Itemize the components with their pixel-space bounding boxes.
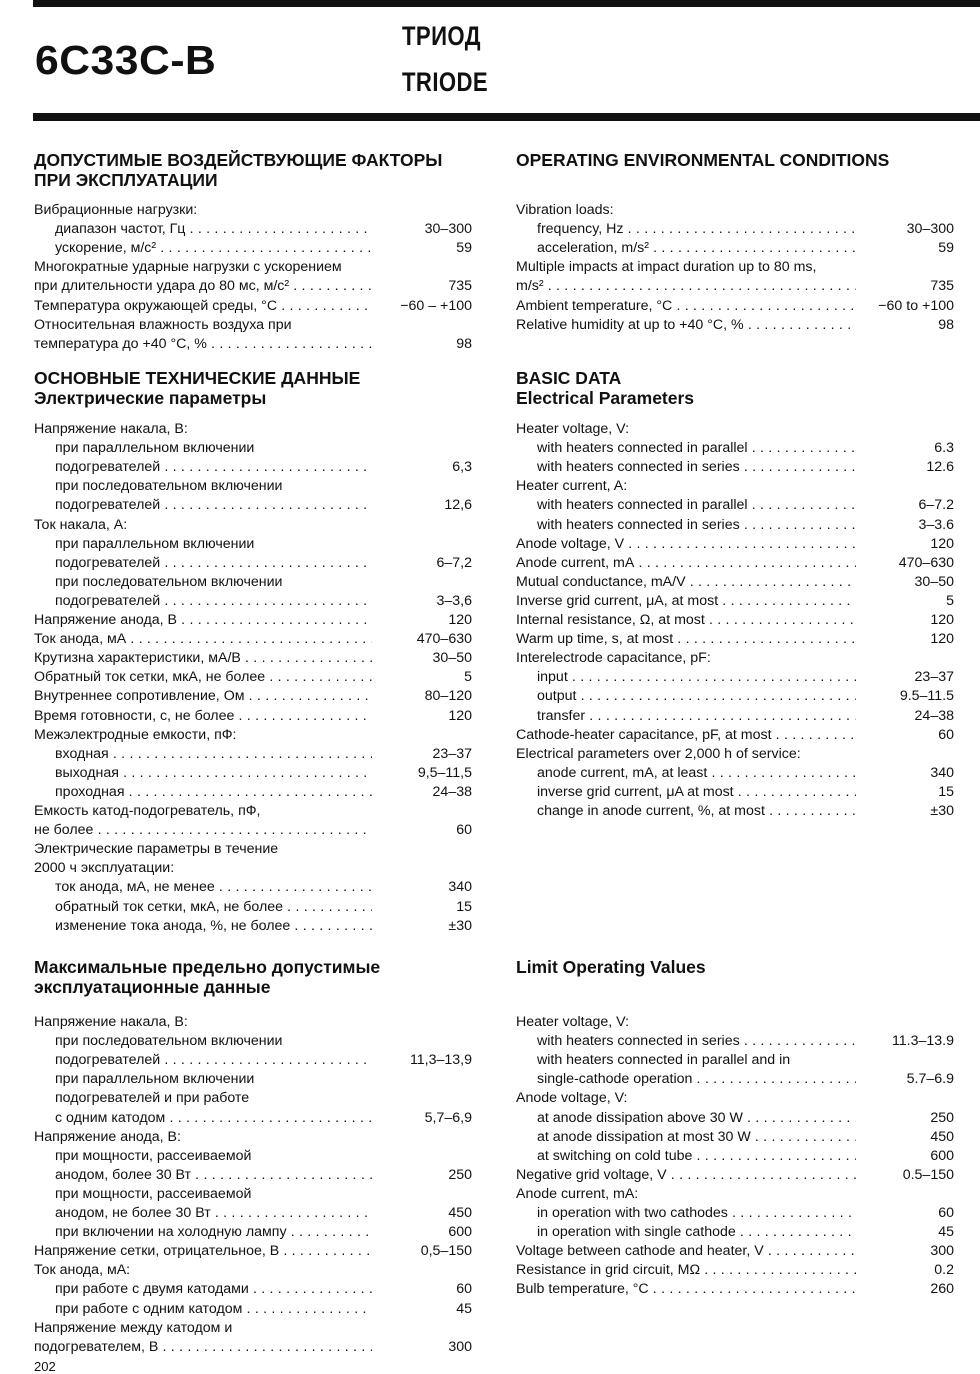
param-label: Межэлектродные емкости, пФ: [34, 726, 237, 743]
param-value: 23–37 [432, 745, 472, 762]
param-label: Крутизна характеристики, мА/В . . . [34, 649, 372, 668]
param-label: anode current, mA, at least . . . [537, 764, 856, 783]
param-row [55, 573, 472, 592]
param-value: 6.3 [934, 440, 954, 457]
param-row [516, 1013, 954, 1032]
param-value: 60 [938, 726, 954, 743]
param-label: with heaters connected in series . . . [537, 516, 856, 535]
param-row [516, 611, 954, 630]
param-label: Multiple impacts at impact duration up to 80 ms, [516, 259, 817, 276]
param-label: inverse grid current, μA at most . . . [537, 783, 856, 802]
param-value: 60 [456, 1281, 472, 1298]
param-value: 5 [946, 592, 954, 609]
param-value: 250 [930, 1109, 954, 1126]
param-row [34, 1242, 472, 1261]
param-row [34, 707, 472, 726]
param-row [34, 258, 472, 277]
param-label: Negative grid voltage, V . . . [516, 1166, 856, 1185]
param-row [516, 1089, 954, 1108]
param-row [55, 554, 472, 573]
param-value: −60 – +100 [400, 297, 472, 314]
param-label: in operation with two cathodes . . . [537, 1204, 856, 1223]
param-value: 59 [938, 240, 954, 257]
param-row [537, 496, 954, 515]
param-row [34, 859, 472, 878]
param-row [55, 1204, 472, 1223]
param-label: Heater current, A: [516, 478, 628, 495]
param-value: 45 [456, 1300, 472, 1317]
param-label: при мощности, рассеиваемой [55, 1185, 252, 1202]
param-row [537, 1109, 954, 1128]
param-value: 11.3–13.9 [891, 1033, 954, 1050]
en-env-heading: OPERATING ENVIRONMENTAL CONDITIONS [516, 150, 890, 170]
param-label: анодом, не более 30 Вт . . . [55, 1204, 372, 1223]
param-label: Напряжение между катодом и [34, 1319, 233, 1336]
param-label: при параллельном включении [55, 1071, 255, 1088]
param-value: 600 [448, 1224, 472, 1241]
param-label: проходная . . . [55, 783, 372, 802]
param-label: ток анода, мА, не менее . . . [55, 878, 372, 897]
param-row [55, 783, 472, 802]
param-row [516, 297, 954, 316]
param-row [537, 458, 954, 477]
param-row [34, 1261, 472, 1280]
param-label: transfer . . . [537, 707, 856, 726]
param-value: 600 [930, 1147, 954, 1164]
param-row [516, 630, 954, 649]
param-label: Vibration loads: [516, 202, 614, 218]
param-label: подогревателей . . . [55, 458, 372, 477]
param-row [516, 726, 954, 745]
param-label: Ambient temperature, °C . . . [516, 297, 856, 316]
param-label: 2000 ч эксплуатации: [34, 860, 175, 877]
param-value: 9.5–11.5 [899, 688, 954, 705]
param-label: output . . . [537, 687, 856, 706]
param-value: 15 [938, 783, 954, 800]
param-label: Inverse grid current, μA, at most . . . [516, 592, 856, 611]
ru-basic-heading: ОСНОВНЫЕ ТЕХНИЧЕСКИЕ ДАННЫЕ Электрические параметры [34, 368, 361, 408]
param-label: подогревателей . . . [55, 496, 372, 515]
param-label: Anode voltage, V . . . [516, 535, 856, 554]
param-row [537, 1147, 954, 1166]
param-row [537, 1032, 954, 1051]
param-row [516, 420, 954, 439]
param-label: Bulb temperature, °C . . . [516, 1280, 856, 1299]
param-row [55, 1109, 472, 1128]
param-value: 470–630 [898, 554, 954, 571]
param-value: 60 [456, 822, 472, 839]
param-row [537, 220, 954, 239]
param-value: 5.7–6.9 [906, 1071, 954, 1088]
param-value: 23–37 [914, 669, 954, 686]
param-row [55, 496, 472, 515]
param-value: 340 [930, 764, 954, 781]
param-label: Напряжение накала, В: [34, 1014, 188, 1030]
param-label: with heaters connected in parallel . . . [537, 496, 856, 515]
param-value: 24–38 [914, 707, 954, 724]
param-value: 300 [448, 1338, 472, 1355]
param-row [516, 554, 954, 573]
param-row [516, 201, 954, 220]
param-row [55, 1280, 472, 1299]
param-row [537, 707, 954, 726]
param-value: 3–3.6 [918, 516, 954, 533]
param-label: диапазон частот, Гц . . . [55, 220, 372, 239]
param-label: with heaters connected in parallel and in [537, 1052, 791, 1069]
param-value: 735 [930, 278, 954, 295]
param-value: ±30 [448, 917, 472, 934]
param-label: выходная . . . [55, 764, 372, 783]
param-row [55, 1089, 472, 1108]
param-label: обратный ток сетки, мкА, не более . . . [55, 898, 372, 917]
param-row [537, 1204, 954, 1223]
param-row [516, 477, 954, 496]
param-value: 300 [930, 1243, 954, 1260]
param-label: Время готовности, с, не более . . . [34, 707, 372, 726]
en-limits-heading: Limit Operating Values [516, 957, 706, 977]
param-row [34, 668, 472, 687]
param-row [55, 764, 472, 783]
param-label: при работе с одним катодом . . . [55, 1300, 372, 1319]
param-label: подогревателей . . . [55, 1051, 372, 1070]
param-row [55, 1051, 472, 1070]
param-label: Обратный ток сетки, мкА, не более . . . [34, 668, 372, 687]
param-label: Mutual conductance, mA/V . . . [516, 573, 856, 592]
param-value: 30–50 [432, 650, 472, 667]
param-label: with heaters connected in parallel . . . [537, 439, 856, 458]
param-row [34, 802, 472, 821]
param-row [516, 745, 954, 764]
param-row [34, 1338, 472, 1357]
param-label: Cathode-heater capacitance, pF, at most . . . [516, 726, 856, 745]
param-row [537, 1128, 954, 1147]
param-value: 735 [448, 278, 472, 295]
title-ru: ТРИОД [402, 21, 481, 51]
param-label: входная . . . [55, 745, 372, 764]
param-label: in operation with single cathode . . . [537, 1223, 856, 1242]
param-row [55, 239, 472, 258]
param-label: Internal resistance, Ω, at most . . . [516, 611, 856, 630]
param-label: Anode current, mA . . . [516, 554, 856, 573]
param-row [516, 1166, 954, 1185]
param-row [537, 802, 954, 821]
param-row [34, 277, 472, 296]
param-row [516, 1280, 954, 1299]
param-row [34, 649, 472, 668]
param-row [516, 1242, 954, 1261]
param-label: Температура окружающей среды, °С . . . [34, 297, 372, 316]
param-label: с одним катодом . . . [55, 1109, 372, 1128]
param-row [55, 1185, 472, 1204]
param-row [34, 335, 472, 354]
param-value: 120 [930, 612, 954, 628]
param-row [34, 1013, 472, 1032]
param-label: при параллельном включении [55, 535, 255, 552]
param-label: подогревателей и при работе [55, 1090, 250, 1107]
param-value: 6,3 [452, 459, 472, 476]
param-value: 260 [930, 1281, 954, 1298]
param-row [34, 420, 472, 439]
param-row [55, 439, 472, 458]
param-row [516, 258, 954, 277]
param-row [55, 220, 472, 239]
param-value: 120 [448, 612, 472, 628]
param-label: Warm up time, s, at most . . . [516, 630, 856, 649]
param-row [537, 687, 954, 706]
param-label: подогревателей . . . [55, 592, 372, 611]
param-value: 6–7,2 [436, 554, 472, 571]
param-row [516, 535, 954, 554]
param-value: 120 [448, 707, 472, 724]
param-label: при параллельном включении [55, 440, 255, 457]
param-value: 470–630 [416, 631, 472, 648]
param-label: acceleration, m/s² . . . [537, 239, 856, 258]
param-row [55, 878, 472, 897]
param-row [516, 649, 954, 668]
param-label: при работе с двумя катодами . . . [55, 1280, 372, 1299]
param-row [55, 1223, 472, 1242]
param-value: 450 [930, 1128, 954, 1145]
param-label: Resistance in grid circuit, MΩ . . . [516, 1261, 856, 1280]
param-label: подогревателем, В . . . [34, 1338, 372, 1357]
param-label: input . . . [537, 668, 856, 687]
param-row [55, 1032, 472, 1051]
param-row [34, 630, 472, 649]
param-label: не более . . . [34, 821, 372, 840]
param-value: 6–7.2 [918, 497, 954, 514]
en-basic-heading: BASIC DATA Electrical Parameters [516, 368, 695, 408]
param-value: −60 to +100 [878, 297, 954, 314]
param-value: 60 [938, 1205, 954, 1221]
param-value: 120 [930, 535, 954, 552]
param-row [55, 898, 472, 917]
ru-env-heading: ДОПУСТИМЫЕ ВОЗДЕЙСТВУЮЩИЕ ФАКТОРЫ ПРИ ЭКСПЛУАТАЦИИ [34, 150, 443, 190]
param-row [34, 297, 472, 316]
param-label: Ток анода, мА . . . [34, 630, 372, 649]
param-label: single-cathode operation . . . [537, 1070, 856, 1089]
param-row [55, 592, 472, 611]
param-value: 5,7–6,9 [424, 1109, 472, 1126]
param-label: Напряжение анода, В . . . [34, 611, 372, 630]
param-row [516, 1185, 954, 1204]
param-label: Ток анода, мА: [34, 1262, 131, 1279]
param-label: температура до +40 °С, % . . . [34, 335, 372, 354]
param-value: 450 [448, 1205, 472, 1221]
param-value: 24–38 [432, 783, 472, 800]
param-label: при длительности удара до 80 мс, м/с² . . . [34, 277, 372, 296]
param-value: 120 [930, 631, 954, 648]
param-row [55, 745, 472, 764]
param-label: Anode current, mA: [516, 1185, 639, 1202]
param-label: ускорение, м/с² . . . [55, 239, 372, 258]
param-row [34, 516, 472, 535]
param-label: with heaters connected in series . . . [537, 458, 856, 477]
param-row [55, 477, 472, 496]
param-label: при последовательном включении [55, 573, 283, 590]
ru-limits-heading: Максимальные предельно допустимые эксплуатационные данные [34, 957, 381, 997]
param-row [34, 316, 472, 335]
param-value: 98 [938, 316, 954, 333]
param-value: 5 [464, 669, 472, 686]
param-value: 80–120 [424, 688, 472, 705]
param-row [537, 1051, 954, 1070]
param-value: 30–300 [424, 221, 472, 238]
param-value: 30–300 [906, 221, 954, 238]
param-row [55, 1070, 472, 1089]
param-row [537, 1070, 954, 1089]
param-row [34, 840, 472, 859]
header-rule [33, 113, 980, 121]
title-en: TRIODE [402, 67, 489, 97]
param-row [34, 726, 472, 745]
param-value: 45 [938, 1224, 954, 1241]
param-row [34, 1128, 472, 1147]
param-label: Heater voltage, V: [516, 1014, 630, 1030]
param-label: анодом, более 30 Вт . . . [55, 1166, 372, 1185]
param-value: 11,3–13,9 [409, 1052, 472, 1069]
param-row [537, 668, 954, 687]
param-label: frequency, Hz . . . [537, 220, 856, 239]
param-row [516, 277, 954, 296]
param-label: Относительная влажность воздуха при [34, 316, 292, 333]
param-row [34, 201, 472, 220]
tube-code: 6С33С-В [35, 37, 217, 83]
param-label: at anode dissipation above 30 W . . . [537, 1109, 856, 1128]
param-label: Напряжение сетки, отрицательное, В . . . [34, 1242, 372, 1261]
param-value: 340 [448, 879, 472, 896]
param-row [55, 1147, 472, 1166]
param-label: Емкость катод-подогреватель, пФ, [34, 803, 261, 819]
param-row [34, 611, 472, 630]
param-value: 0,5–150 [420, 1243, 472, 1260]
param-row [537, 764, 954, 783]
top-rule [33, 0, 980, 7]
param-label: Напряжение накала, В: [34, 421, 188, 437]
param-value: 9,5–11,5 [417, 764, 472, 781]
param-row [516, 592, 954, 611]
param-label: Heater voltage, V: [516, 421, 630, 437]
param-row [55, 458, 472, 477]
param-row [537, 1223, 954, 1242]
param-row [516, 573, 954, 592]
param-row [55, 917, 472, 936]
param-row [55, 535, 472, 554]
param-label: при включении на холодную лампу . . . [55, 1223, 372, 1242]
param-value: 3–3,6 [436, 592, 472, 609]
param-row [537, 783, 954, 802]
param-label: at switching on cold tube . . . [537, 1147, 856, 1166]
param-row [516, 1261, 954, 1280]
param-value: 30–50 [914, 573, 954, 590]
param-row [34, 687, 472, 706]
param-row [34, 821, 472, 840]
param-label: Электрические параметры в течение [34, 841, 279, 858]
param-value: ±30 [930, 803, 954, 819]
param-value: 0.2 [934, 1262, 954, 1279]
param-label: Anode voltage, V: [516, 1090, 628, 1107]
param-row [34, 1319, 472, 1338]
param-value: 12,6 [444, 497, 472, 514]
param-label: Напряжение анода, В: [34, 1128, 181, 1145]
param-row [537, 516, 954, 535]
param-label: Relative humidity at up to +40 °C, % . . . [516, 316, 856, 335]
param-label: при мощности, рассеиваемой [55, 1147, 252, 1164]
param-label: m/s² . . . [516, 277, 856, 296]
param-row [537, 439, 954, 458]
param-label: Ток накала, А: [34, 516, 128, 533]
param-label: при последовательном включении [55, 478, 283, 495]
param-label: with heaters connected in series . . . [537, 1032, 856, 1051]
page-number: 202 [34, 1359, 56, 1374]
param-label: at anode dissipation at most 30 W . . . [537, 1128, 856, 1147]
param-value: 250 [448, 1166, 472, 1183]
param-label: change in anode current, %, at most . . . [537, 802, 856, 821]
param-value: 59 [456, 240, 472, 257]
param-row [55, 1166, 472, 1185]
param-value: 0.5–150 [902, 1166, 954, 1183]
param-label: Interelectrode capacitance, pF: [516, 650, 711, 667]
param-label: Многократные ударные нагрузки с ускорением [34, 259, 342, 276]
param-label: Electrical parameters over 2,000 h of service: [516, 745, 801, 762]
param-label: Внутреннее сопротивление, Ом . . . [34, 687, 372, 706]
param-label: Вибрационные нагрузки: [34, 202, 198, 218]
param-label: Voltage between cathode and heater, V . . . [516, 1242, 856, 1261]
param-label: изменение тока анода, %, не более . . . [55, 917, 372, 936]
param-value: 15 [456, 898, 472, 915]
param-value: 98 [456, 335, 472, 352]
param-row [537, 239, 954, 258]
param-value: 12.6 [926, 459, 954, 476]
param-row [55, 1300, 472, 1319]
param-row [516, 316, 954, 335]
param-label: подогревателей . . . [55, 554, 372, 573]
param-label: при последовательном включении [55, 1033, 283, 1050]
